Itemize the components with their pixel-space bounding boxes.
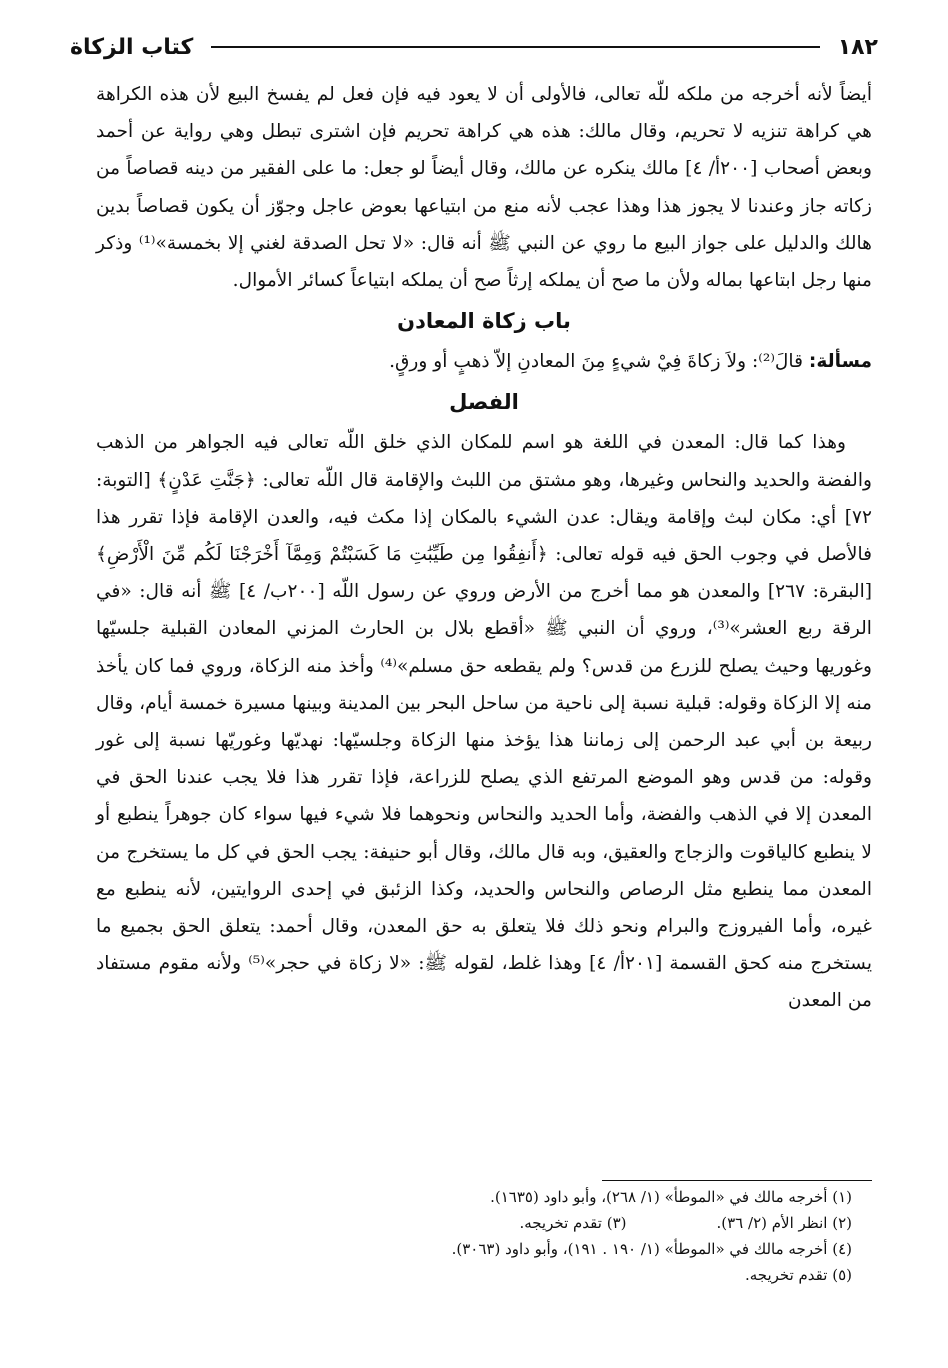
header-rule (211, 46, 819, 48)
footnote-4: (٤) أخرجه مالك في «الموطأ» (١/ ١٩٠ . ١٩١)، وأبو داود (٣٠٦٣). (451, 1240, 852, 1258)
footnote-1: (١) أخرجه مالك في «الموطأ» (١/ ٢٦٨)، وأبو داود (١٦٣٥). (490, 1188, 852, 1206)
footnote-row-2-3 (96, 1210, 852, 1236)
footnote-3: (٣) تقدم تخريجه. (519, 1214, 627, 1232)
masala-label: مسألة: (808, 351, 872, 373)
page-number: ١٨٢ (837, 34, 878, 60)
main-text (96, 76, 872, 1020)
masala-text: قالَ⁽²⁾: ولاَ زكاةَ فِيْ شيءٍ مِنَ المعادنِ إلاّ ذهبٍ أو ورقٍ. (389, 351, 809, 373)
chapter-title: كتاب الزكاة (70, 34, 194, 60)
footnote-rule (602, 1180, 872, 1181)
footnotes (96, 1184, 852, 1288)
paragraph-2: وهذا كما قال: المعدن في اللغة هو اسم للمكان الذي خلق اللّه تعالى فيه الجواهر من الذهب والفضة والحديد والنحاس وغيرها، وهو مشتق من اللبث والإقامة قال اللّه تعالى: ﴿جَنَّتِ عَدْنٍ﴾ [التوبة: ٧٢] أي: مكان لبث وإقامة ويقال: عدن الشيء بالمكان إذا مكث فيه، والعدن الإقامة فإذا تقرر هذا فالأصل في وجوب الحق فيه قوله تعالى: ﴿أَنفِقُوا مِن طَيِّبَٰتِ مَا كَسَبْتُمْ وَمِمَّآ أَخْرَجْنَا لَكُم مِّنَ الْأَرْضِ﴾ [البقرة: ٢٦٧] والمعدن هو مما أخرج من الأرض وروي عن رسول اللّه [٢٠٠ب/ ٤] ﷺ أنه قال: «في الرقة ربع العشر»⁽³⁾، وروي أن النبي ﷺ «أقطع بلال بن الحارث المزني المعادن القبلية جلسيّها وغوريها وحيث يصلح للزرع من قدس؟ ولم يقطعه حق مسلم»⁽⁴⁾ وأخذ منه الزكاة، وروي فما كان يأخذ منه إلا الزكاة وقوله: قبلية نسبة إلى ناحية من ساحل البحر بين المدينة وبينها مسيرة خمسة أيام، وقال ربيعة بن أبي عبد الرحمن إلى زماننا هذا يؤخذ منها الزكاة وجلسيّها: نهديّها وغوريّها نسبة إلى غور وقوله: من قدس وهو الموضع المرتفع الذي يصلح للزراعة، فإذا تقرر هذا فلا يجب عندنا الحق في المعدن إلا في الذهب والفضة، وأما الحديد والنحاس ونحوهما فلا شيء فيها سواء كان جوهراً ينطبع أو لا ينطبع كالياقوت والزجاج والعقيق، وبه قال مالك، وقال أبو حنيفة: يجب الحق في كل ما يستخرج من المعدن مما ينطبع مثل الرصاص والنحاس والحديد، وكذا الزئبق في إحدى الروايتين، لأنه ينطبع مع غيره، وأما الفيروزج والبرام ونحو ذلك فلا يتعلق به حق المعدن، وقال أحمد: يتعلق الحق بجميع ما يستخرج منه كحق القسمة [٢٠١أ/ ٤] وهذا غلط، لقوله ﷺ: «لا زكاة في حجر»⁽⁵⁾ ولأنه مقوم مستفاد من المعدن (96, 432, 872, 1012)
section-heading-minerals: باب زكاة المعادن (397, 309, 571, 334)
running-header (70, 30, 878, 64)
footnote-5: (٥) تقدم تخريجه. (744, 1266, 852, 1284)
paragraph-1: أيضاً لأنه أخرجه من ملكه للّه تعالى، فالأولى أن لا يعود فيه فإن فعل لم يفسخ البيع لأن هذه الكراهة هي كراهة تنزيه لا تحريم، وقال مالك: هذه هي كراهة تحريم فإن اشترى تبطل وهي رواية عن أحمد وبعض أصحاب [٢٠٠أ/ ٤] مالك ينكره عن مالك، وقال أيضاً لو جعل: ما على الفقير من دينه قصاصاً من زكاته جاز وعندنا لا يجوز هذا وهذا عجب لأنه منع من ابتياعها بعوض عاجل وجوّز أن يكون قصاصاً بدين هالك والدليل على جواز البيع ما روي عن النبي ﷺ أنه قال: «لا تحل الصدقة لغني إلا بخمسة»⁽¹⁾ وذكر منها رجل ابتاعها بماله ولأن ما صح أن يملكه إرثاً صح أن يملكه ابتياعاً كسائر الأموال. (96, 84, 873, 292)
section-heading-fasl: الفصل (449, 390, 519, 415)
footnote-2: (٢) انظر الأم (٢/ ٣٦). (716, 1214, 852, 1232)
masala-statement (96, 343, 872, 380)
